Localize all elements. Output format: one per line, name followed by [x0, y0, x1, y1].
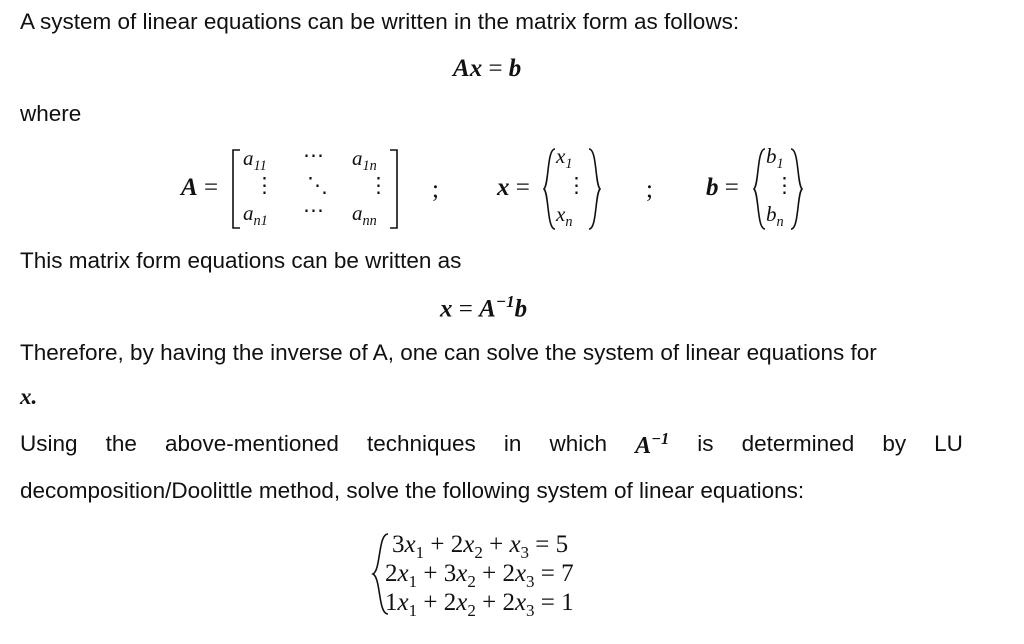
- inv-eq-b: b: [514, 295, 528, 323]
- vector-x-equals: =: [509, 174, 530, 201]
- vector-b-entries: [753, 146, 803, 232]
- inv-eq-A: A: [479, 295, 496, 323]
- using-word-7: is: [697, 431, 714, 456]
- using-word-10: LU: [934, 431, 963, 456]
- using-word-6: which: [549, 431, 608, 456]
- system-equation-2: $2x_1 + 3x_2 + 2x_3 = 7$: [385, 560, 574, 591]
- decomposition-text: decomposition/Doolittle method, solve the following system of linear equations:: [20, 478, 805, 503]
- using-word-2: the: [105, 431, 137, 456]
- vector-x-last: $x_n$: [556, 202, 573, 231]
- using-word-8: determined: [741, 431, 855, 456]
- matrix-A-vdots-right: ⋮: [368, 173, 389, 197]
- vector-b-last: $b_n$: [766, 202, 784, 231]
- vector-b-vdots: ⋮: [774, 173, 795, 197]
- eq-symbol-b: b: [508, 55, 522, 82]
- eq-equals: =: [482, 55, 509, 82]
- using-word-1: Using: [20, 431, 78, 456]
- therefore-text: Therefore, by having the inverse of A, one can solve the system of linear equations for: [20, 340, 877, 365]
- vector-x-label: [497, 174, 530, 202]
- system-equation-1: $3x_1 + 2x_2 + x_3 = 5$: [392, 531, 569, 562]
- matrix-form-equation: [453, 55, 521, 83]
- vector-b-first: $b_1$: [766, 144, 784, 173]
- matrix-A-hdots-top: ⋯: [303, 143, 324, 167]
- vector-b-equals: =: [718, 174, 739, 201]
- matrix-A-a1n: $a_{1n}$: [352, 146, 377, 175]
- inv-eq-exponent: −1: [495, 292, 515, 311]
- using-word-3: above-mentioned: [165, 431, 339, 456]
- system-equation-3: $1x_1 + 2x_2 + 2x_3 = 1$: [385, 589, 574, 620]
- vector-x-vdots: ⋮: [566, 173, 587, 197]
- matrix-A-entries: [230, 143, 406, 232]
- matrix-A-ann: $a_{nn}$: [352, 201, 377, 230]
- eq-symbol-x: x: [469, 55, 483, 82]
- separator-2: ;: [646, 176, 653, 203]
- matrix-A-vdots-left: ⋮: [254, 173, 275, 197]
- matrix-A-ddots: ⋱: [307, 173, 328, 197]
- eq-symbol-A: A: [453, 55, 470, 82]
- written-as-text: This matrix form equations can be written as: [20, 248, 462, 273]
- vector-x-first: $x_1$: [556, 144, 573, 173]
- matrix-A-an1: $a_{n1}$: [243, 201, 268, 230]
- inv-eq-equals: =: [452, 295, 480, 323]
- vector-x-symbol: x: [497, 174, 510, 201]
- inv-eq-x: x: [440, 295, 453, 323]
- intro-text: A system of linear equations can be written in the matrix form as follows:: [20, 9, 740, 34]
- matrix-A-a11: $a_{11}$: [243, 146, 267, 175]
- vector-b-symbol: b: [706, 174, 719, 201]
- matrix-A-equals: =: [197, 174, 219, 201]
- using-line: [20, 431, 963, 462]
- inverse-equation: [440, 292, 527, 323]
- using-word-4: techniques: [366, 431, 476, 456]
- using-word-5: in: [503, 431, 522, 456]
- using-word-9: by: [882, 431, 907, 456]
- vector-b-label: [706, 174, 739, 202]
- A-inverse-symbol: $A^{-1}$: [635, 429, 670, 459]
- matrix-A-hdots-bottom: ⋯: [303, 198, 324, 222]
- matrix-A-symbol: A: [181, 174, 198, 201]
- where-text: where: [20, 101, 82, 126]
- separator-1: ;: [432, 176, 439, 203]
- vector-x-entries: [543, 146, 601, 232]
- matrix-A-label: [181, 174, 218, 202]
- x-period: x.: [20, 384, 38, 409]
